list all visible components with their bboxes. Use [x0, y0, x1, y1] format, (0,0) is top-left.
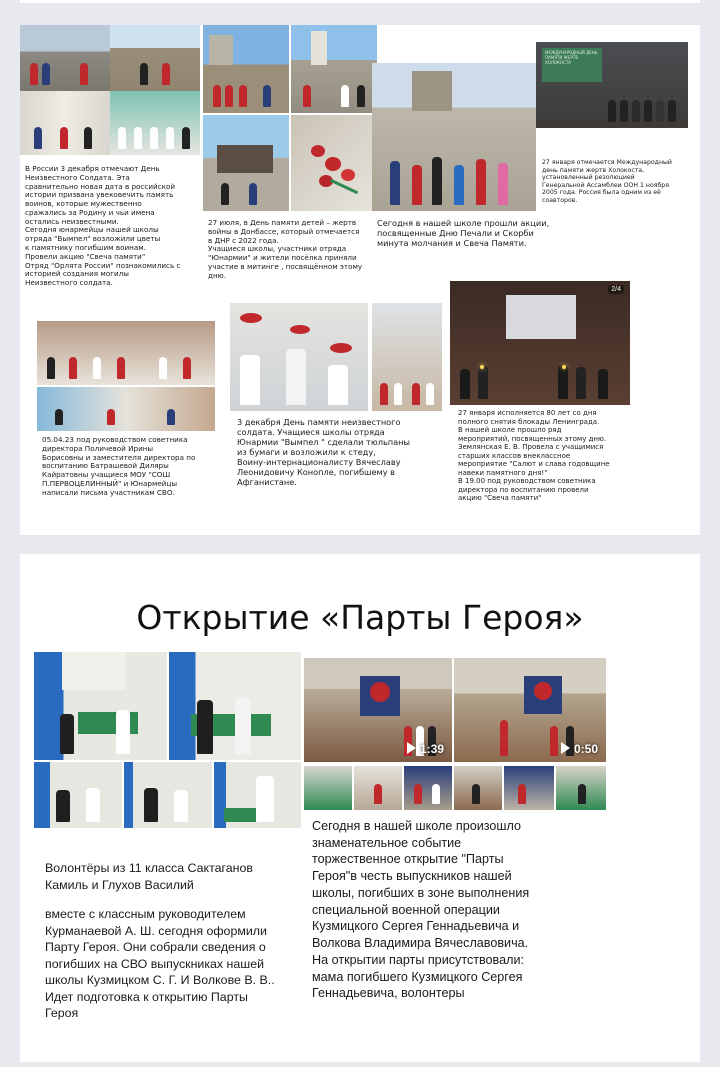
photo-rally-donbass-2[interactable] — [291, 25, 377, 113]
photo-ceremony-2[interactable] — [354, 766, 402, 810]
caption-letters-svo: 05.04.23 под руководством советника директора Поличевой Ирины Борисовны и заместителя директора по воспитанию Батрашевой Диляры Кайратовны учащиеся МОУ "СОШ П.ПЕРВОЦЕЛИННЫЙ" и Юнармейцы написали письма участникам СВО. — [42, 435, 196, 497]
volunteers-names: Волонтёры из 11 класса Сактаганов Камиль и Глухов Василий — [45, 861, 253, 892]
photo-school-corridor[interactable] — [20, 91, 110, 155]
photo-volunteers-desk-5[interactable] — [214, 762, 301, 828]
memory-events-collage — [20, 25, 700, 535]
previous-card-edge — [20, 0, 700, 3]
photo-ceremony-3[interactable] — [404, 766, 452, 810]
photo-letters-1[interactable] — [37, 321, 215, 385]
photo-ceremony-5[interactable] — [504, 766, 554, 810]
caption-unknown-soldier-tulips: 3 декабря День памяти неизвестного солдата. Учащиеся школы отряда Юнармии "Вымпел " сделали тюльпаны из бумаги и возложили к стеду, Воину-интернационалисту Вячеславу Леонидовичу Конопле, погибшему в Афганистане. — [237, 417, 410, 487]
photo-counter: 2/4 — [608, 285, 624, 294]
photo-yunarmy-courtyard[interactable] — [20, 25, 110, 91]
video-opening-1[interactable] — [304, 658, 452, 762]
photo-ceremony-1[interactable] — [304, 766, 352, 810]
photo-red-carnations[interactable] — [291, 115, 377, 211]
photo-yunarmy-berets[interactable] — [230, 303, 368, 411]
photo-ceremony-6[interactable] — [556, 766, 606, 810]
caption-sorrow-day: Сегодня в нашей школе прошли акции, посвященные Дню Печали и Скорби минута молчания и Свеча Памяти. — [377, 218, 550, 248]
play-icon — [561, 742, 570, 754]
volunteers-description: вместе с классным руководителем Курманаевой А. Ш. сегодня оформили Парту Героя. Они собрали сведения о погибших на СВО выпускниках нашей школы Кузмицком С. Г. И Волкове В. В.. Идет подготовка к открытию Парты Героя — [45, 907, 275, 1020]
photo-leningrad-candles[interactable] — [450, 281, 630, 405]
caption-holocaust-day: 27 января отмечается Международный день памяти жертв Холокоста, установленный резолюцией Генеральной Ассамблеи ООН 1 ноября 2005 года. Россия была одним из её соавторов. — [542, 159, 672, 204]
photo-memorial-stele[interactable] — [203, 115, 289, 211]
photo-rally-donbass-1[interactable] — [203, 25, 289, 113]
photo-volunteers-desk-2[interactable] — [169, 652, 301, 760]
photo-monument-wreath[interactable] — [110, 25, 200, 91]
video-duration-2: 0:50 — [561, 742, 598, 756]
photo-ceremony-4[interactable] — [454, 766, 502, 810]
play-icon — [407, 742, 416, 754]
photo-volunteers-desk-4[interactable] — [124, 762, 212, 828]
presentation-screen: МЕЖДУНАРОДНЫЙ ДЕНЬ ПАМЯТИ ЖЕРТВ ХОЛОКОСТА — [542, 48, 602, 82]
video-opening-2[interactable] — [454, 658, 606, 762]
video-duration-1: 1:39 — [407, 742, 444, 756]
hero-desk-card — [20, 554, 700, 1062]
caption-donbass-day: 27 июля, в День памяти детей – жертв войны в Донбассе, который отмечается в ДНР с 2022 года. Учащиеся школы, участники отряда "Юнармии" и жители посёлка приняли участие в митинге , посвящённом этому дню. — [208, 218, 363, 280]
photo-paper-tulips[interactable] — [372, 303, 442, 411]
photo-volunteers-desk-1[interactable] — [34, 652, 167, 760]
photo-letters-2[interactable] — [37, 387, 215, 431]
photo-holocaust-screen[interactable] — [536, 42, 688, 128]
photo-children-at-memorial[interactable] — [372, 63, 536, 211]
caption-leningrad: 27 января исполняется 80 лет со дня полного снятия блокады Ленинграда. В нашей школе прошло ряд мероприятий, посвященных этому дню. Землянская Е. В. Провела с учащимися старших классов внеклассное мероприятие "Салют и слава годовщине навеки памятного дня!" В 19.00 под руководством советника директора по воспитанию провели акцию "Свеча памяти" — [458, 409, 610, 503]
caption-unknown-soldier: В России 3 декабря отмечают День Неизвестного Солдата. Эта сравнительно новая дата в российской истории призвана увековечить память воинов, которые мужественно сражались за Родину и чьи имена остались неизвестными. Сегодня юнармейцы нашей школы отряда "Вымпел" возложили цветы к памятнику погибшим воинам. Провели акцию "Свеча памяти" Отряд "Орлята России" познакомились с историей создания могилы Неизвестного солдата. — [25, 164, 181, 288]
photo-students-with-flowers[interactable] — [110, 91, 200, 155]
hero-desk-title: Открытие «Парты Героя» — [136, 598, 584, 637]
opening-description: Сегодня в нашей школе произошло знаменательное событие торжественное открытие "Парты Героя"в честь выпускников нашей школы, погибших в зоне выполнения специальной военной операции Кузмицкого Сергея Геннадьевича и Волкова Владимира Вячеславовича. На открытии парты присутствовали: мама погибшего Кузмицкого Сергея Геннадьевича, волонтеры — [312, 819, 530, 1001]
photo-volunteers-desk-3[interactable] — [34, 762, 122, 828]
